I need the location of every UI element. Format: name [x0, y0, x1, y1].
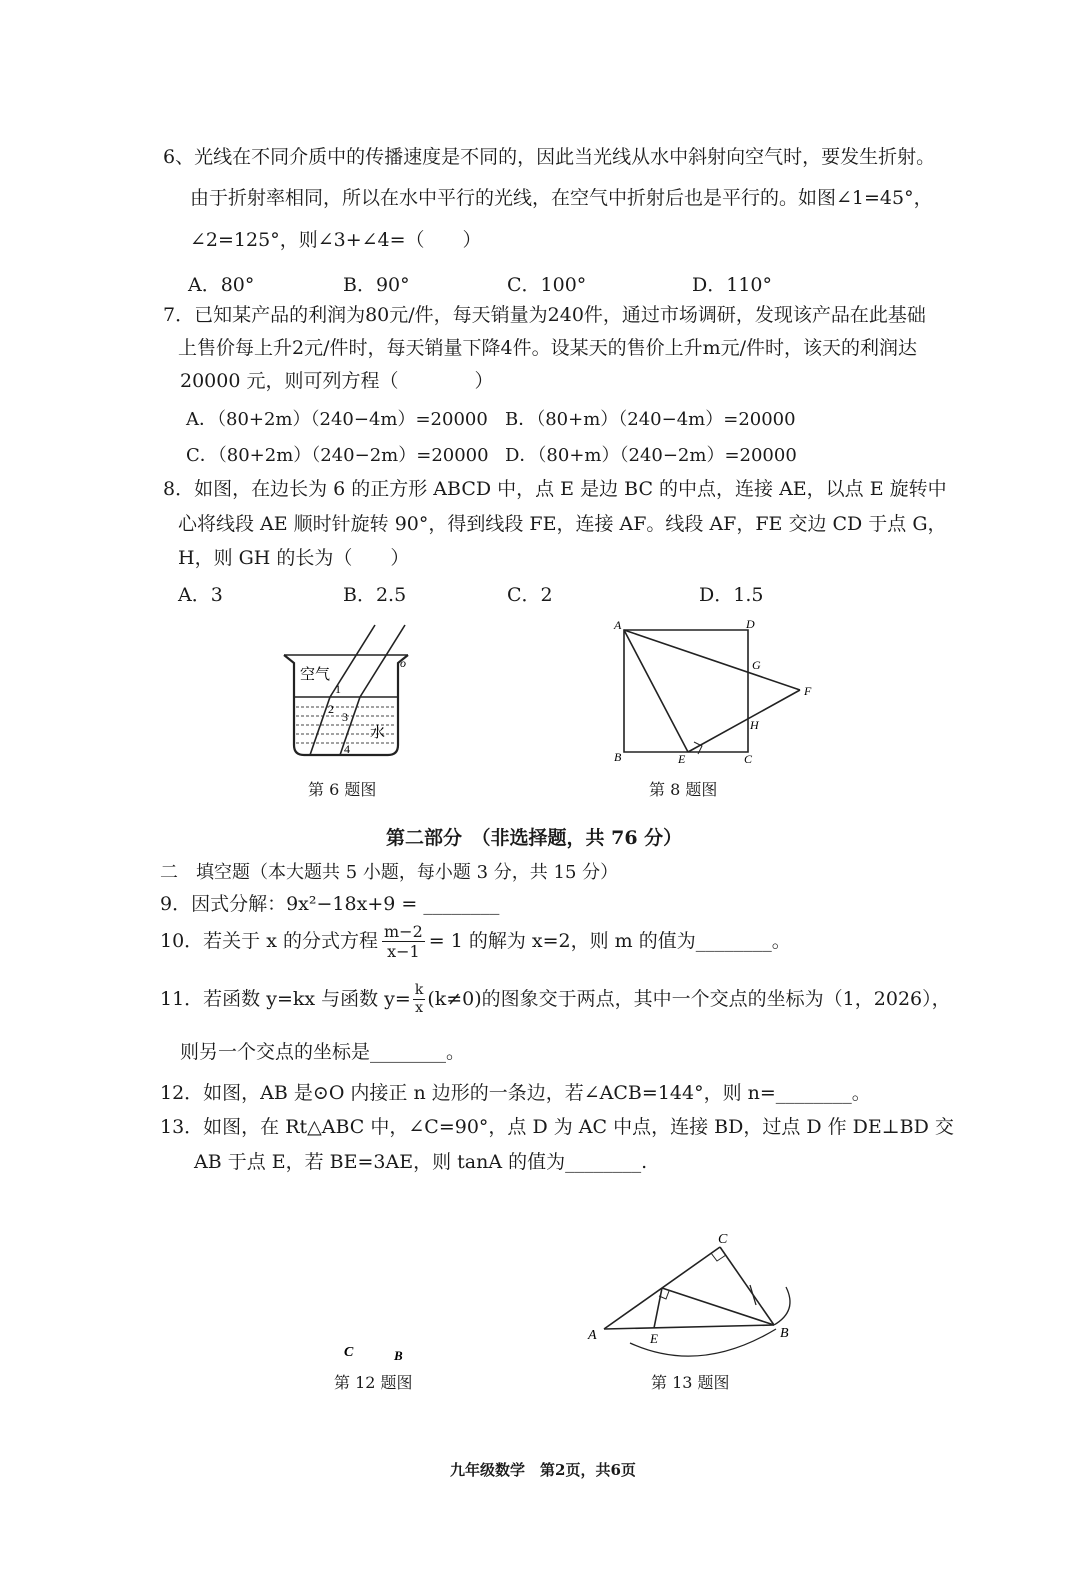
segment-cb [720, 1247, 774, 1325]
q11-post: (k≠0)的图象交于两点，其中一个交点的坐标为（1，2026）， [427, 987, 951, 1010]
ray-1-water [310, 697, 330, 755]
label-C: C [744, 752, 753, 766]
q6-option-b: B．90° [343, 274, 410, 296]
figure-6-beaker [270, 615, 430, 765]
ray-2-water [340, 697, 360, 755]
label-A: A [614, 618, 622, 632]
q6-option-d: D．110° [692, 274, 772, 296]
q10-pre: 10．若关于 x 的分式方程 [160, 930, 378, 953]
q6-option-a: A．80° [188, 274, 255, 296]
label-H: H [750, 718, 759, 732]
q10-fraction [382, 922, 425, 961]
q12-text: 12．如图，AB 是⊙O 内接正 n 边形的一条边，若∠ACB=144°，则 n=________。 [160, 1082, 871, 1104]
angle-label-4: 4 [344, 742, 350, 756]
q8-option-c: C．2 [507, 584, 553, 606]
q11-denominator: x [415, 999, 424, 1016]
q13-line2: AB 于点 E，若 BE=3AE，则 tanA 的值为________. [194, 1151, 648, 1173]
q8-line2: 心将线段 AE 顺时针旋转 90°，得到线段 FE，连接 AF。线段 AF，FE 交边 CD 于点 G， [178, 513, 947, 535]
q8-line1: 8．如图，在边长为 6 的正方形 ABCD 中，点 E 是边 BC 的中点，连接 AE，以点 E 旋转中 [163, 478, 947, 500]
q10-denominator: x−1 [387, 942, 420, 962]
q7-option-d: D．（80+m）（240−2m）=20000 [505, 445, 797, 466]
label-E: E [678, 752, 686, 766]
label-B: B [614, 750, 622, 764]
segment-bd [662, 1288, 774, 1325]
label-A: A [588, 1328, 597, 1343]
part2-title: 第二部分 （非选择题，共 76 分） [386, 827, 683, 849]
q13-line1: 13．如图，在 Rt△ABC 中，∠C=90°，点 D 为 AC 中点，连接 BD，过点 D 作 DE⊥BD 交 [160, 1116, 954, 1138]
q8-option-d: D．1.5 [699, 584, 764, 606]
figure-12-caption: 第 12 题图 [334, 1373, 413, 1392]
square-abcd [624, 630, 748, 752]
angle-label-2: 2 [328, 702, 334, 716]
q11-numerator: k [414, 982, 424, 998]
angle-label-3: 3 [342, 710, 348, 724]
q10-post: = 1 的解为 x=2，则 m 的值为________。 [428, 930, 791, 953]
q7-option-a: A．（80+2m）（240−4m）=20000 [186, 409, 488, 430]
segment-de [654, 1288, 662, 1328]
q7-line2: 上售价每上升2元/件时，每天销量下降4件。设某天的售价上升m元/件时，该天的利润达 [178, 337, 917, 359]
q7-option-b: B．（80+m）（240−4m）=20000 [505, 409, 796, 430]
q11-line2: 则另一个交点的坐标是________。 [180, 1041, 466, 1063]
q9-text: 9．因式分解：9x²−18x+9 = ________ [160, 893, 500, 915]
figure-8-square [610, 615, 820, 765]
q11-pre: 11．若函数 y=kx 与函数 y= [160, 987, 411, 1010]
label-C: C [344, 1345, 354, 1360]
label-B: B [394, 1348, 403, 1363]
segment-fe [688, 690, 800, 752]
label-D: D [746, 617, 755, 631]
right-angle-c [711, 1253, 726, 1261]
q8-option-b: B．2.5 [343, 584, 407, 606]
label-air: 空气 [300, 667, 331, 683]
figure-12 [330, 1338, 420, 1364]
label-E: E [650, 1331, 658, 1346]
figure-8-caption: 第 8 题图 [649, 780, 718, 799]
q6-option-c: C．100° [507, 274, 587, 296]
label-C: C [718, 1232, 728, 1247]
q6-line1: 6、光线在不同介质中的传播速度是不同的，因此当光线从水中斜射向空气时，要发生折射。 [163, 146, 936, 168]
q10-line [160, 922, 791, 961]
label-F: F [804, 684, 812, 698]
q10-numerator: m−2 [383, 922, 423, 941]
q7-line3: 20000 元，则可列方程（ ） [180, 370, 494, 392]
segment-ab [604, 1325, 774, 1329]
figure-6-caption: 第 6 题图 [308, 780, 377, 799]
label-G: G [752, 658, 761, 672]
q8-option-a: A．3 [178, 584, 223, 606]
q11-fraction [413, 982, 425, 1017]
label-o: o [400, 656, 406, 670]
q7-option-c: C．（80+2m）（240−2m）=20000 [186, 445, 489, 466]
q6-line2: 由于折射率相同，所以在水中平行的光线，在空气中折射后也是平行的。如图∠1=45°， [190, 187, 933, 209]
figure-13-caption: 第 13 题图 [651, 1373, 730, 1392]
figure-13-triangle [580, 1225, 810, 1375]
arrow-stroke [750, 1285, 756, 1305]
q7-line1: 7．已知某产品的利润为80元/件，每天销量为240件，通过市场调研，发现该产品在此基础 [163, 304, 926, 326]
page-footer: 九年级数学 第2页，共6页 [450, 1461, 636, 1479]
label-B: B [780, 1326, 789, 1341]
q6-line3: ∠2=125°，则∠3+∠4=（ ） [190, 229, 482, 251]
section-fill-in: 二 填空题（本大题共 5 小题，每小题 3 分，共 15 分） [160, 862, 619, 883]
q11-line1 [160, 982, 951, 1017]
q8-line3: H，则 GH 的长为（ ） [178, 547, 410, 569]
label-water: 水 [370, 725, 386, 741]
angle-label-1: 1 [335, 682, 341, 696]
arc-mark [774, 1287, 790, 1325]
